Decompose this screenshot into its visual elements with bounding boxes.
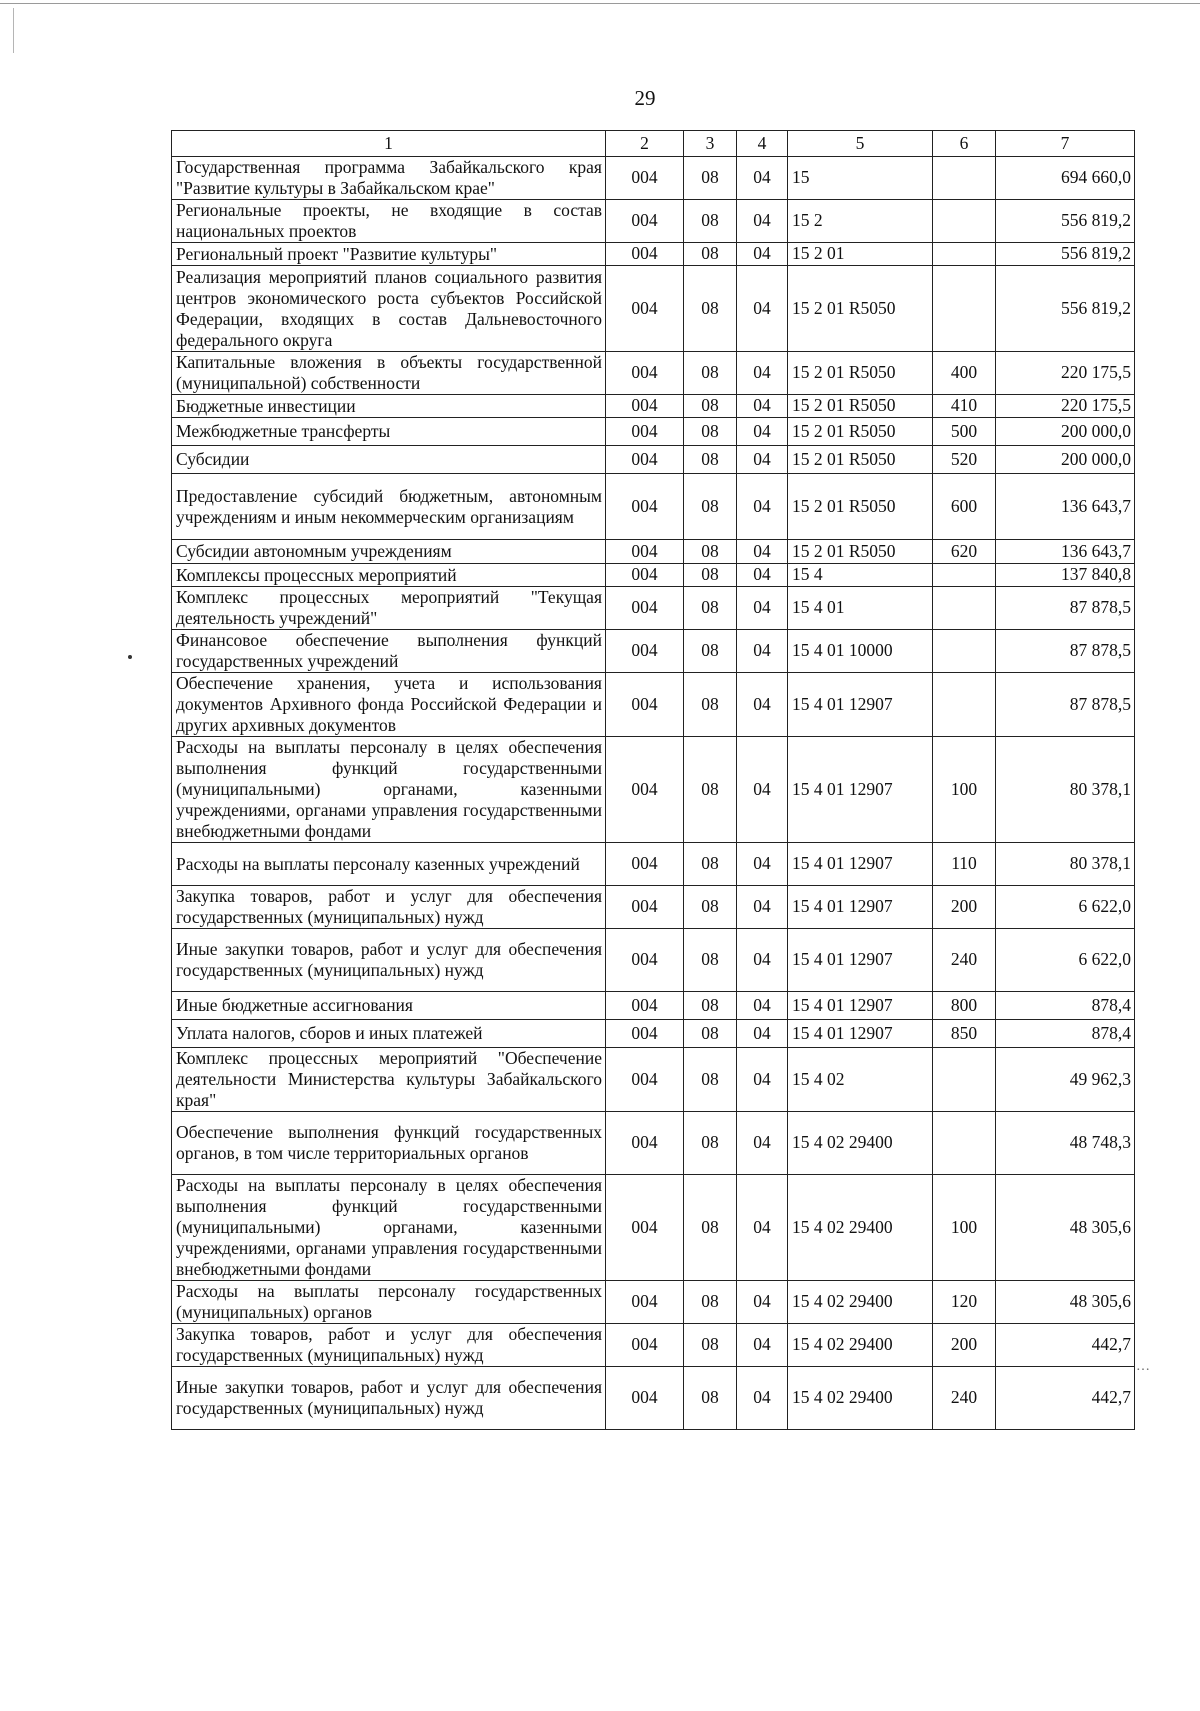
row-expense-type: 400 — [933, 352, 996, 395]
table-row — [172, 474, 1135, 540]
row-expense-type — [933, 266, 996, 352]
row-expense-type: 410 — [933, 395, 996, 418]
table-row — [172, 992, 1135, 1020]
row-subsection: 04 — [737, 1020, 788, 1048]
row-expense-type — [933, 200, 996, 243]
row-expense-type — [933, 243, 996, 266]
row-admin-code: 004 — [606, 992, 684, 1020]
row-section: 08 — [684, 157, 737, 200]
row-admin-code: 004 — [606, 1175, 684, 1281]
row-amount: 80 378,1 — [996, 737, 1135, 843]
table-row — [172, 1324, 1135, 1367]
row-subsection: 04 — [737, 1281, 788, 1324]
scan-speck — [128, 655, 132, 659]
row-section: 08 — [684, 418, 737, 446]
row-admin-code: 004 — [606, 1112, 684, 1175]
header-cell: 7 — [996, 131, 1135, 157]
table-row — [172, 243, 1135, 266]
row-target-article: 15 2 01 R5050 — [788, 266, 933, 352]
table-row — [172, 200, 1135, 243]
row-amount: 48 748,3 — [996, 1112, 1135, 1175]
row-name: Иные закупки товаров, работ и услуг для обеспечения государственных (муниципальных) нужд — [172, 1367, 606, 1430]
row-name: Комплекс процессных мероприятий "Текущая деятельность учреждений" — [172, 587, 606, 630]
row-name: Бюджетные инвестиции — [172, 395, 606, 418]
row-expense-type — [933, 630, 996, 673]
row-name: Реализация мероприятий планов социального развития центров экономического роста субъектов Российской Федерации, входящих в состав Дальневосточного федерального округа — [172, 266, 606, 352]
row-admin-code: 004 — [606, 540, 684, 564]
row-subsection: 04 — [737, 446, 788, 474]
row-subsection: 04 — [737, 395, 788, 418]
row-amount: 137 840,8 — [996, 564, 1135, 587]
row-target-article: 15 4 01 12907 — [788, 843, 933, 886]
row-expense-type: 800 — [933, 992, 996, 1020]
row-expense-type: 240 — [933, 929, 996, 992]
row-amount: 136 643,7 — [996, 540, 1135, 564]
row-expense-type — [933, 564, 996, 587]
row-amount: 556 819,2 — [996, 200, 1135, 243]
table-row — [172, 157, 1135, 200]
row-expense-type: 100 — [933, 1175, 996, 1281]
row-target-article: 15 2 01 R5050 — [788, 540, 933, 564]
table-row — [172, 352, 1135, 395]
row-admin-code: 004 — [606, 630, 684, 673]
row-amount: 220 175,5 — [996, 352, 1135, 395]
row-admin-code: 004 — [606, 418, 684, 446]
row-expense-type: 110 — [933, 843, 996, 886]
row-expense-type: 200 — [933, 1324, 996, 1367]
row-target-article: 15 4 02 29400 — [788, 1112, 933, 1175]
row-amount: 136 643,7 — [996, 474, 1135, 540]
row-amount: 220 175,5 — [996, 395, 1135, 418]
table-row — [172, 1112, 1135, 1175]
row-expense-type: 100 — [933, 737, 996, 843]
row-subsection: 04 — [737, 352, 788, 395]
row-admin-code: 004 — [606, 352, 684, 395]
row-subsection: 04 — [737, 1112, 788, 1175]
table-row — [172, 737, 1135, 843]
row-name: Межбюджетные трансферты — [172, 418, 606, 446]
row-section: 08 — [684, 1112, 737, 1175]
row-subsection: 04 — [737, 843, 788, 886]
row-amount: 6 622,0 — [996, 886, 1135, 929]
row-subsection: 04 — [737, 418, 788, 446]
row-admin-code: 004 — [606, 1281, 684, 1324]
row-target-article: 15 4 01 12907 — [788, 992, 933, 1020]
row-amount: 556 819,2 — [996, 243, 1135, 266]
table-row — [172, 266, 1135, 352]
row-name: Закупка товаров, работ и услуг для обеспечения государственных (муниципальных) нужд — [172, 886, 606, 929]
row-admin-code: 004 — [606, 157, 684, 200]
row-section: 08 — [684, 243, 737, 266]
row-section: 08 — [684, 446, 737, 474]
row-amount: 80 378,1 — [996, 843, 1135, 886]
row-subsection: 04 — [737, 266, 788, 352]
row-section: 08 — [684, 1020, 737, 1048]
row-name: Комплекс процессных мероприятий "Обеспечение деятельности Министерства культуры Забайкальского края" — [172, 1048, 606, 1112]
row-name: Финансовое обеспечение выполнения функций государственных учреждений — [172, 630, 606, 673]
row-section: 08 — [684, 843, 737, 886]
row-name: Капитальные вложения в объекты государственной (муниципальной) собственности — [172, 352, 606, 395]
scan-border-line — [13, 8, 14, 53]
row-target-article: 15 2 01 R5050 — [788, 395, 933, 418]
row-amount: 87 878,5 — [996, 587, 1135, 630]
row-section: 08 — [684, 587, 737, 630]
row-admin-code: 004 — [606, 886, 684, 929]
row-amount: 878,4 — [996, 1020, 1135, 1048]
row-expense-type — [933, 157, 996, 200]
table-row — [172, 1281, 1135, 1324]
row-subsection: 04 — [737, 1048, 788, 1112]
header-cell: 3 — [684, 131, 737, 157]
row-expense-type: 200 — [933, 886, 996, 929]
row-section: 08 — [684, 630, 737, 673]
row-expense-type — [933, 587, 996, 630]
row-expense-type: 240 — [933, 1367, 996, 1430]
row-name: Обеспечение хранения, учета и использования документов Архивного фонда Российской Федерации и других архивных документов — [172, 673, 606, 737]
row-amount: 48 305,6 — [996, 1175, 1135, 1281]
row-name: Субсидии автономным учреждениям — [172, 540, 606, 564]
table-body — [172, 157, 1135, 1430]
row-target-article: 15 2 01 — [788, 243, 933, 266]
row-name: Расходы на выплаты персоналу в целях обеспечения выполнения функций государственными (муниципальными) органами, казенными учреждениями, органами управления государственными внебюджетными фондами — [172, 1175, 606, 1281]
row-expense-type: 120 — [933, 1281, 996, 1324]
header-cell: 5 — [788, 131, 933, 157]
row-expense-type: 520 — [933, 446, 996, 474]
header-cell: 4 — [737, 131, 788, 157]
row-admin-code: 004 — [606, 446, 684, 474]
row-subsection: 04 — [737, 737, 788, 843]
row-name: Региональный проект "Развитие культуры" — [172, 243, 606, 266]
row-name: Уплата налогов, сборов и иных платежей — [172, 1020, 606, 1048]
row-target-article: 15 4 01 12907 — [788, 929, 933, 992]
row-expense-type: 600 — [933, 474, 996, 540]
table-row — [172, 630, 1135, 673]
row-target-article: 15 2 — [788, 200, 933, 243]
row-section: 08 — [684, 886, 737, 929]
row-target-article: 15 — [788, 157, 933, 200]
row-amount: 442,7 — [996, 1367, 1135, 1430]
row-section: 08 — [684, 395, 737, 418]
row-name: Комплексы процессных мероприятий — [172, 564, 606, 587]
row-admin-code: 004 — [606, 1048, 684, 1112]
row-expense-type: 620 — [933, 540, 996, 564]
row-section: 08 — [684, 200, 737, 243]
row-amount: 442,7 — [996, 1324, 1135, 1367]
row-section: 08 — [684, 266, 737, 352]
row-name: Расходы на выплаты персоналу казенных учреждений — [172, 843, 606, 886]
header-cell: 6 — [933, 131, 996, 157]
row-subsection: 04 — [737, 886, 788, 929]
row-section: 08 — [684, 1281, 737, 1324]
row-section: 08 — [684, 1048, 737, 1112]
row-section: 08 — [684, 673, 737, 737]
row-amount: 878,4 — [996, 992, 1135, 1020]
row-section: 08 — [684, 929, 737, 992]
row-target-article: 15 4 01 12907 — [788, 737, 933, 843]
row-admin-code: 004 — [606, 929, 684, 992]
row-subsection: 04 — [737, 992, 788, 1020]
row-target-article: 15 4 02 29400 — [788, 1281, 933, 1324]
row-section: 08 — [684, 474, 737, 540]
row-subsection: 04 — [737, 474, 788, 540]
row-section: 08 — [684, 1324, 737, 1367]
row-subsection: 04 — [737, 630, 788, 673]
row-name: Государственная программа Забайкальского края "Развитие культуры в Забайкальском крае" — [172, 157, 606, 200]
table-row — [172, 587, 1135, 630]
row-subsection: 04 — [737, 157, 788, 200]
row-amount: 49 962,3 — [996, 1048, 1135, 1112]
budget-table — [171, 130, 1135, 1430]
row-section: 08 — [684, 564, 737, 587]
row-name: Обеспечение выполнения функций государственных органов, в том числе территориальных органов — [172, 1112, 606, 1175]
table-row — [172, 564, 1135, 587]
row-amount: 556 819,2 — [996, 266, 1135, 352]
scan-border-line — [0, 3, 1200, 4]
row-name: Предоставление субсидий бюджетным, автономным учреждениям и иным некоммерческим организациям — [172, 474, 606, 540]
row-amount: 200 000,0 — [996, 446, 1135, 474]
table-row — [172, 395, 1135, 418]
row-amount: 6 622,0 — [996, 929, 1135, 992]
row-admin-code: 004 — [606, 474, 684, 540]
row-subsection: 04 — [737, 540, 788, 564]
table-row — [172, 1367, 1135, 1430]
table-row — [172, 843, 1135, 886]
row-section: 08 — [684, 540, 737, 564]
row-subsection: 04 — [737, 673, 788, 737]
table-row — [172, 446, 1135, 474]
row-admin-code: 004 — [606, 243, 684, 266]
row-name: Региональные проекты, не входящие в состав национальных проектов — [172, 200, 606, 243]
header-cell: 2 — [606, 131, 684, 157]
row-admin-code: 004 — [606, 587, 684, 630]
table-row — [172, 418, 1135, 446]
row-target-article: 15 2 01 R5050 — [788, 352, 933, 395]
row-admin-code: 004 — [606, 1020, 684, 1048]
row-admin-code: 004 — [606, 266, 684, 352]
row-amount: 694 660,0 — [996, 157, 1135, 200]
row-section: 08 — [684, 1367, 737, 1430]
row-admin-code: 004 — [606, 1367, 684, 1430]
row-target-article: 15 4 01 12907 — [788, 673, 933, 737]
row-amount: 87 878,5 — [996, 630, 1135, 673]
row-target-article: 15 4 01 — [788, 587, 933, 630]
row-admin-code: 004 — [606, 673, 684, 737]
row-target-article: 15 4 01 12907 — [788, 886, 933, 929]
row-expense-type — [933, 1112, 996, 1175]
row-target-article: 15 4 — [788, 564, 933, 587]
row-name: Иные закупки товаров, работ и услуг для обеспечения государственных (муниципальных) нужд — [172, 929, 606, 992]
row-section: 08 — [684, 1175, 737, 1281]
row-subsection: 04 — [737, 564, 788, 587]
row-target-article: 15 4 02 — [788, 1048, 933, 1112]
row-subsection: 04 — [737, 929, 788, 992]
row-name: Субсидии — [172, 446, 606, 474]
row-amount: 87 878,5 — [996, 673, 1135, 737]
table-row — [172, 929, 1135, 992]
row-section: 08 — [684, 737, 737, 843]
table-row — [172, 1020, 1135, 1048]
row-admin-code: 004 — [606, 843, 684, 886]
header-cell: 1 — [172, 131, 606, 157]
row-amount: 48 305,6 — [996, 1281, 1135, 1324]
row-target-article: 15 2 01 R5050 — [788, 446, 933, 474]
row-subsection: 04 — [737, 587, 788, 630]
row-expense-type — [933, 1048, 996, 1112]
row-admin-code: 004 — [606, 737, 684, 843]
scan-artifact: … — [1136, 1359, 1150, 1374]
row-subsection: 04 — [737, 200, 788, 243]
row-expense-type: 850 — [933, 1020, 996, 1048]
row-expense-type: 500 — [933, 418, 996, 446]
row-name: Расходы на выплаты персоналу в целях обеспечения выполнения функций государственными (муниципальными) органами, казенными учреждениями, органами управления государственными внебюджетными фондами — [172, 737, 606, 843]
row-amount: 200 000,0 — [996, 418, 1135, 446]
row-subsection: 04 — [737, 1367, 788, 1430]
row-section: 08 — [684, 992, 737, 1020]
table-row — [172, 886, 1135, 929]
row-subsection: 04 — [737, 1324, 788, 1367]
row-target-article: 15 4 02 29400 — [788, 1175, 933, 1281]
table-row — [172, 1175, 1135, 1281]
row-name: Расходы на выплаты персоналу государственных (муниципальных) органов — [172, 1281, 606, 1324]
page-number: 29 — [634, 86, 656, 110]
row-name: Закупка товаров, работ и услуг для обеспечения государственных (муниципальных) нужд — [172, 1324, 606, 1367]
row-target-article: 15 2 01 R5050 — [788, 418, 933, 446]
row-section: 08 — [684, 352, 737, 395]
row-admin-code: 004 — [606, 200, 684, 243]
row-subsection: 04 — [737, 1175, 788, 1281]
table-row — [172, 540, 1135, 564]
row-admin-code: 004 — [606, 395, 684, 418]
row-admin-code: 004 — [606, 1324, 684, 1367]
row-subsection: 04 — [737, 243, 788, 266]
table-row — [172, 1048, 1135, 1112]
row-target-article: 15 2 01 R5050 — [788, 474, 933, 540]
row-target-article: 15 4 01 12907 — [788, 1020, 933, 1048]
row-expense-type — [933, 673, 996, 737]
table-row — [172, 673, 1135, 737]
header-row — [172, 131, 1135, 157]
row-name: Иные бюджетные ассигнования — [172, 992, 606, 1020]
row-target-article: 15 4 02 29400 — [788, 1367, 933, 1430]
row-target-article: 15 4 01 10000 — [788, 630, 933, 673]
row-target-article: 15 4 02 29400 — [788, 1324, 933, 1367]
row-admin-code: 004 — [606, 564, 684, 587]
